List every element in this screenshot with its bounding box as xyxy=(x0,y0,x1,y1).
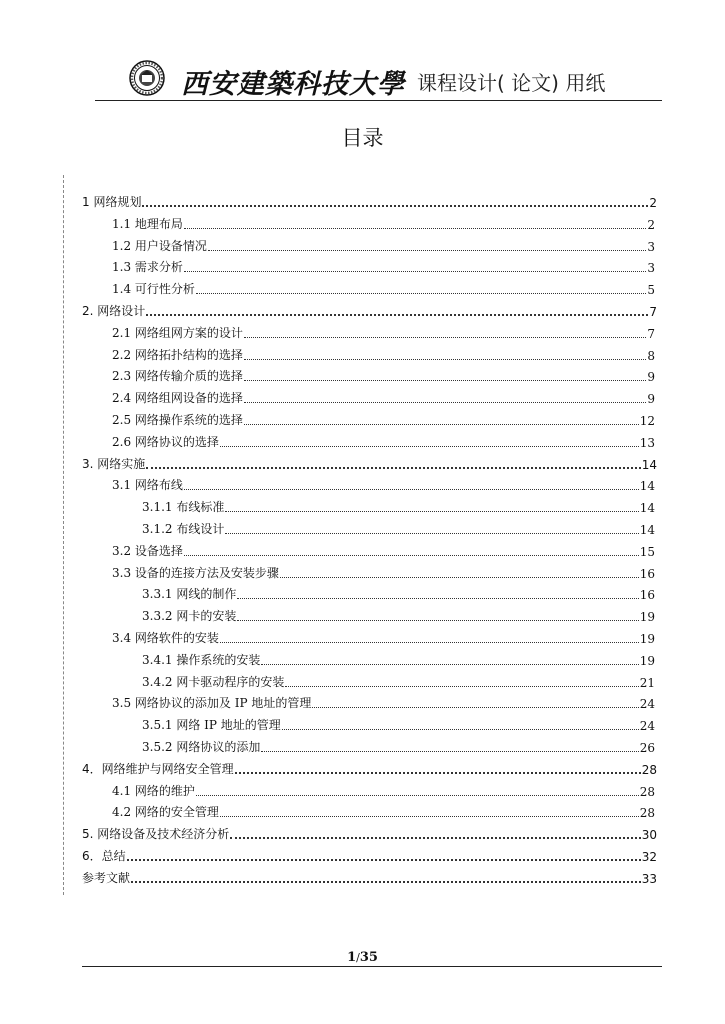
toc-entry-page: 33 xyxy=(641,871,657,886)
toc-leader-dots xyxy=(184,270,646,272)
toc-leader-dots xyxy=(285,685,638,687)
toc-entry-page: 32 xyxy=(641,850,657,864)
toc-entry-page: 13 xyxy=(639,435,655,450)
toc-entry-page: 3 xyxy=(647,261,655,276)
toc-entry-title: 3.3 设备的连接方法及安装步骤 xyxy=(112,565,279,580)
toc-entry-page: 19 xyxy=(639,653,655,668)
toc-entry-page: 14 xyxy=(639,523,655,537)
toc-entry-page: 24 xyxy=(639,719,655,734)
toc-entry-page: 15 xyxy=(639,544,655,559)
toc-leader-dots xyxy=(244,336,646,338)
toc-entry[interactable] xyxy=(112,471,655,493)
toc-leader-dots xyxy=(208,249,646,251)
toc-entry-page: 30 xyxy=(641,828,657,843)
toc-leader-dots xyxy=(184,488,639,490)
toc-entry-page: 14 xyxy=(639,479,655,494)
toc-entry-title: 3.1 网络布线 xyxy=(112,478,183,493)
toc-entry[interactable] xyxy=(82,820,657,842)
toc-entry[interactable] xyxy=(142,515,655,537)
toc-leader-dots xyxy=(244,379,646,381)
toc-entry[interactable] xyxy=(112,384,655,406)
toc-entry[interactable] xyxy=(112,689,655,711)
toc-entry-title: 2. 网络设计 xyxy=(82,304,146,318)
toc-entry[interactable] xyxy=(82,842,657,864)
toc-entry-title: 3.4 网络软件的安装 xyxy=(112,631,219,645)
paper-label: 课程设计( 论文) 用纸 xyxy=(417,71,606,95)
toc-entry-page: 24 xyxy=(639,697,655,712)
binding-margin-line xyxy=(63,175,64,895)
toc-entry-page: 19 xyxy=(639,632,655,646)
toc-entry-title: 4.1 网络的维护 xyxy=(112,783,195,798)
toc-entry-page: 2 xyxy=(647,217,655,232)
toc-leader-dots xyxy=(230,835,640,839)
toc-entry[interactable] xyxy=(82,297,657,319)
toc-entry-page: 7 xyxy=(649,305,657,319)
toc-entry-page: 28 xyxy=(639,784,655,799)
toc-entry-title: 2.2 网络拓扑结构的选择 xyxy=(112,347,243,362)
toc-entry[interactable] xyxy=(112,275,655,297)
toc-entry-title: 3. 网络实施 xyxy=(82,456,146,471)
toc-entry-title: 参考文献 xyxy=(82,870,131,885)
total-page-count: 35 xyxy=(359,950,378,965)
toc-entry[interactable] xyxy=(112,537,655,559)
page-title: 目录 xyxy=(341,126,384,150)
toc-entry[interactable] xyxy=(112,341,655,363)
toc-leader-dots xyxy=(235,770,641,774)
toc-entry-title: 1 网络规划 xyxy=(82,195,142,209)
toc-entry-title: 2.5 网络操作系统的选择 xyxy=(112,413,243,427)
toc-entry-page: 9 xyxy=(647,392,655,407)
toc-entry-page: 16 xyxy=(639,566,655,581)
toc-leader-dots xyxy=(261,750,638,752)
university-seal-icon xyxy=(129,60,165,96)
toc-leader-dots xyxy=(220,641,639,643)
toc-entry[interactable] xyxy=(142,493,655,515)
toc-leader-dots xyxy=(184,554,639,556)
page-separator: / xyxy=(356,951,360,964)
toc-entry[interactable] xyxy=(142,711,655,733)
toc-entry-title: 4.2 网络的安全管理 xyxy=(112,805,219,820)
toc-entry-title: 1.4 可行性分析 xyxy=(112,282,195,297)
toc-leader-dots xyxy=(280,576,639,578)
current-page-number: 1 xyxy=(347,950,357,965)
toc-entry[interactable] xyxy=(142,580,655,602)
toc-entry-title: 5. 网络设备及技术经济分析 xyxy=(82,827,230,842)
toc-leader-dots xyxy=(282,728,639,730)
toc-entry-title: 4．网络维护与网络安全管理 xyxy=(82,761,234,776)
toc-entry-page: 3 xyxy=(647,239,655,254)
toc-entry[interactable] xyxy=(112,210,655,232)
toc-entry-title: 3.1.2 布线设计 xyxy=(142,522,225,536)
toc-entry-title: 3.1.1 布线标准 xyxy=(142,500,225,515)
toc-leader-dots xyxy=(237,597,638,599)
toc-entry-page: 26 xyxy=(639,741,655,755)
toc-leader-dots xyxy=(146,312,648,316)
toc-entry-page: 9 xyxy=(647,370,655,385)
toc-entry-page: 19 xyxy=(639,610,655,625)
toc-entry[interactable] xyxy=(142,646,655,668)
toc-entry-title: 1.3 需求分析 xyxy=(112,260,183,275)
toc-entry[interactable] xyxy=(82,450,657,472)
toc-entry[interactable] xyxy=(112,559,655,581)
toc-entry-page: 28 xyxy=(639,806,655,821)
toc-leader-dots xyxy=(312,706,638,708)
toc-entry-page: 21 xyxy=(639,675,655,690)
toc-leader-dots xyxy=(237,619,638,621)
toc-entry-title: 2.1 网络组网方案的设计 xyxy=(112,325,243,340)
toc-entry-title: 3.5.1 网络 IP 地址的管理 xyxy=(142,718,281,733)
toc-entry-title: 6．总结 xyxy=(82,849,126,863)
university-name: 西安建築科技大學 xyxy=(181,69,405,100)
toc-entry[interactable] xyxy=(112,777,655,799)
toc-entry-page: 2 xyxy=(649,196,657,210)
header-divider xyxy=(95,100,662,101)
toc-entry[interactable] xyxy=(112,798,655,820)
toc-entry-page: 16 xyxy=(639,588,655,603)
toc-leader-dots xyxy=(244,401,646,403)
toc-entry[interactable] xyxy=(112,232,655,254)
footer-divider xyxy=(82,966,662,967)
toc-leader-dots xyxy=(225,510,638,512)
toc-entry-page: 8 xyxy=(647,348,655,363)
toc-entry-title: 2.4 网络组网设备的选择 xyxy=(112,391,243,406)
toc-entry-title: 3.2 设备选择 xyxy=(112,543,183,558)
toc-entry[interactable] xyxy=(82,188,657,210)
toc-entry-page: 5 xyxy=(647,283,655,298)
toc-leader-dots xyxy=(184,227,646,229)
toc-entry[interactable] xyxy=(112,319,655,341)
toc-leader-dots xyxy=(244,358,646,360)
toc-entry[interactable] xyxy=(142,733,655,755)
toc-entry[interactable] xyxy=(142,668,655,690)
toc-entry-title: 3.3.1 网线的制作 xyxy=(142,587,237,602)
toc-entry[interactable] xyxy=(112,624,655,646)
toc-entry-title: 3.3.2 网卡的安装 xyxy=(142,609,237,624)
toc-entry[interactable] xyxy=(112,428,655,450)
toc-leader-dots xyxy=(127,857,641,861)
toc-entry[interactable] xyxy=(112,253,655,275)
toc-entry-title: 3.5.2 网络协议的添加 xyxy=(142,740,261,754)
toc-entry-page: 14 xyxy=(639,501,655,516)
toc-entry-title: 1.1 地理布局 xyxy=(112,216,183,231)
toc-leader-dots xyxy=(220,445,639,447)
toc-entry-title: 1.2 用户设备情况 xyxy=(112,238,207,253)
toc-leader-dots xyxy=(196,794,639,796)
toc-leader-dots xyxy=(261,663,638,665)
toc-entry-page: 7 xyxy=(647,326,655,341)
toc-entry[interactable] xyxy=(112,406,655,428)
toc-leader-dots xyxy=(244,423,639,425)
page-header xyxy=(95,58,662,102)
toc-entry-title: 3.4.1 操作系统的安装 xyxy=(142,652,261,667)
toc-entry[interactable] xyxy=(112,362,655,384)
toc-entry-page: 28 xyxy=(641,762,657,777)
toc-leader-dots xyxy=(220,815,639,817)
toc-entry-page: 14 xyxy=(641,457,657,472)
toc-leader-dots xyxy=(142,203,648,207)
toc-leader-dots xyxy=(131,879,641,883)
toc-entry[interactable] xyxy=(82,864,657,886)
toc-entry[interactable] xyxy=(82,755,657,777)
toc-leader-dots xyxy=(196,292,646,294)
toc-entry-title: 2.3 网络传输介质的选择 xyxy=(112,369,243,384)
toc-leader-dots xyxy=(146,465,640,469)
toc-leader-dots xyxy=(225,532,638,534)
toc-entry-page: 12 xyxy=(639,414,655,428)
toc-entry[interactable] xyxy=(142,602,655,624)
toc-entry-title: 3.4.2 网卡驱动程序的安装 xyxy=(142,674,285,689)
toc-entry-title: 3.5 网络协议的添加及 IP 地址的管理 xyxy=(112,696,312,711)
page-number xyxy=(0,950,725,965)
toc-entry-title: 2.6 网络协议的选择 xyxy=(112,434,219,449)
